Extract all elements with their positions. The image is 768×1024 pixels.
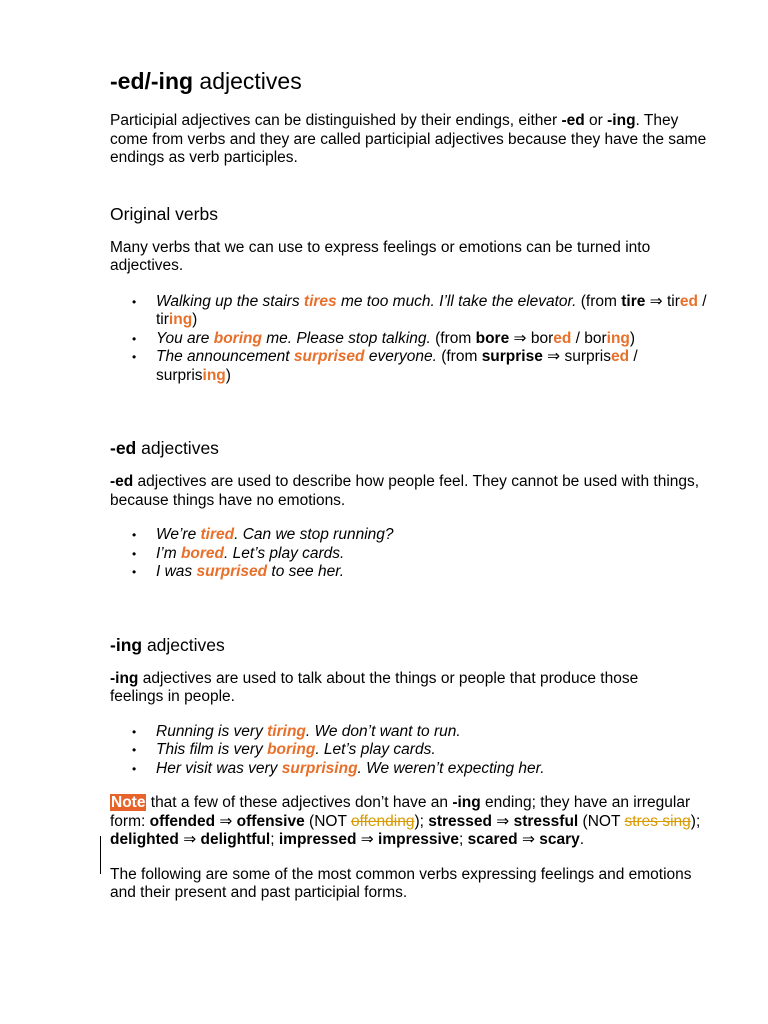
highlighted-word: boring: [267, 741, 316, 758]
example-text: . Can we stop running?: [234, 526, 394, 543]
ing-examples-list: [110, 723, 710, 779]
ending-ing: ing: [168, 311, 193, 328]
highlighted-word: tires: [303, 292, 337, 310]
example-text: The announcement: [156, 348, 294, 365]
stem: tir: [666, 292, 680, 310]
base-verb: tire: [621, 292, 646, 310]
ending-ed: ed: [553, 329, 572, 347]
word: offensive: [236, 812, 305, 830]
list-item: [156, 723, 710, 742]
base-verb: bore: [475, 329, 510, 347]
example-text: This film is very: [156, 741, 268, 758]
section-heading-original-verbs: Original verbs: [110, 203, 218, 224]
arrow: ⇒: [509, 329, 531, 347]
arrow: ⇒: [356, 831, 379, 848]
para-bold: -ed: [110, 473, 134, 490]
ing-paragraph: [110, 670, 645, 707]
arrow: ⇒: [215, 812, 237, 830]
strikethrough-word: stres sing: [624, 812, 691, 830]
word: impressed: [278, 831, 357, 848]
stem: surpris: [564, 348, 611, 365]
note-bold: -ing: [452, 794, 481, 811]
revision-bar: [100, 836, 101, 874]
base-verb: surprise: [481, 348, 543, 365]
example-text: Walking up the stairs: [156, 292, 304, 310]
para-text: adjectives are used to talk about the things or people that produce those feelings in people.: [110, 669, 639, 705]
word: stressed: [428, 812, 492, 830]
from-text: (from: [436, 348, 482, 365]
ending-ed: ed: [679, 292, 698, 310]
intro-text: Participial adjectives can be distinguished by their endings, either: [110, 112, 562, 129]
document-body: [110, 66, 710, 903]
word: delighted: [110, 831, 179, 848]
stem: bor: [584, 329, 607, 347]
note-text: ;: [270, 831, 279, 848]
highlighted-word: surprised: [196, 563, 268, 580]
note-paragraph: [110, 794, 710, 850]
heading-rest: adjectives: [142, 634, 225, 655]
closing-paragraph: The following are some of the most common verbs expressing feelings and emotions and their present and past participial forms.: [110, 865, 692, 901]
word: delightful: [200, 831, 271, 848]
list-item: [156, 545, 710, 564]
note-text: (NOT: [578, 812, 625, 830]
ending-ing: ing: [606, 329, 630, 347]
from-text: (from: [576, 292, 622, 310]
word: scared: [467, 831, 518, 848]
example-text: I’m: [156, 544, 181, 562]
arrow: ⇒: [645, 292, 667, 310]
intro-text: or: [584, 112, 608, 129]
highlighted-word: boring: [213, 329, 262, 347]
example-text: to see her.: [267, 563, 345, 580]
arrow: ⇒: [517, 831, 540, 848]
title-bold: -ed/-ing: [110, 68, 194, 94]
title-rest: adjectives: [193, 68, 302, 94]
section-heading-ed-adjectives: [110, 437, 710, 459]
example-text: We’re: [156, 526, 201, 543]
example-text: I was: [156, 563, 197, 580]
highlighted-word: tiring: [267, 722, 306, 740]
note-text: form:: [110, 812, 150, 830]
list-item: [156, 330, 710, 349]
note-text: );: [690, 812, 701, 830]
stem: surpris: [156, 366, 203, 384]
close-paren: ): [629, 329, 636, 347]
example-text: Her visit was very: [156, 759, 282, 777]
heading-bold: -ed: [110, 438, 137, 458]
note-text: ;: [459, 831, 468, 848]
separator: /: [697, 292, 707, 310]
ending-ed: ed: [610, 348, 630, 365]
ed-examples-list: [110, 526, 710, 582]
word: impressive: [378, 831, 460, 848]
heading-rest: adjectives: [136, 438, 219, 458]
para-text: adjectives are used to describe how people feel. They cannot be used with things, because things have no emotions.: [110, 473, 700, 509]
example-text: . We don’t want to run.: [305, 722, 461, 740]
list-item: [156, 563, 710, 582]
close-paren: ): [192, 311, 198, 328]
highlighted-word: surprising: [281, 759, 358, 777]
intro-text: . They come from verbs and they are called participial adjectives because they have the same endings as verb participles.: [110, 112, 707, 166]
highlighted-word: bored: [180, 544, 225, 562]
note-text: );: [414, 812, 429, 830]
original-verbs-list: [110, 293, 710, 386]
example-text: You are: [156, 329, 214, 347]
strikethrough-word: offending: [350, 812, 415, 830]
example-text: everyone.: [364, 348, 437, 365]
close-paren: ): [225, 366, 231, 384]
stem: bor: [530, 329, 554, 347]
separator: /: [629, 348, 638, 365]
arrow: ⇒: [178, 831, 201, 848]
page-title: [110, 66, 710, 96]
para-bold: -ing: [110, 669, 139, 687]
list-item: [156, 760, 710, 779]
ed-paragraph: [110, 473, 710, 510]
stem: tir: [156, 311, 169, 328]
list-item: [156, 348, 710, 385]
note-text: (NOT: [304, 812, 351, 830]
list-item: [156, 293, 710, 330]
note-text: that a few of these adjectives don’t have an: [146, 794, 453, 811]
note-text: ending; they have an irregular: [480, 794, 691, 811]
intro-paragraph: [110, 112, 710, 168]
example-text: . Let’s play cards.: [315, 741, 436, 758]
example-text: . We weren’t expecting her.: [357, 759, 545, 777]
heading-bold: -ing: [110, 634, 143, 655]
note-badge: Note: [111, 794, 146, 811]
arrow: ⇒: [492, 812, 514, 830]
section-heading-ing-adjectives: [110, 634, 710, 656]
example-text: . Let’s play cards.: [224, 544, 345, 562]
intro-ing: -ing: [607, 112, 636, 129]
word: scary: [539, 831, 580, 848]
highlighted-word: tired: [200, 526, 235, 543]
example-text: Running is very: [156, 722, 268, 740]
intro-ed: -ed: [561, 112, 585, 129]
separator: /: [571, 329, 585, 347]
word: offended: [149, 812, 216, 830]
list-item: [156, 526, 710, 545]
ending-ing: ing: [202, 366, 226, 384]
original-verbs-paragraph: Many verbs that we can use to express feelings or emotions can be turned into adjectives.: [110, 238, 651, 274]
example-text: me. Please stop talking.: [261, 329, 431, 347]
arrow: ⇒: [542, 348, 565, 365]
list-item: [156, 741, 710, 760]
highlighted-word: surprised: [293, 348, 365, 365]
from-text: (from: [430, 329, 476, 347]
note-text: .: [579, 831, 585, 848]
word: stressful: [513, 812, 579, 830]
example-text: me too much. I’ll take the elevator.: [336, 292, 577, 310]
